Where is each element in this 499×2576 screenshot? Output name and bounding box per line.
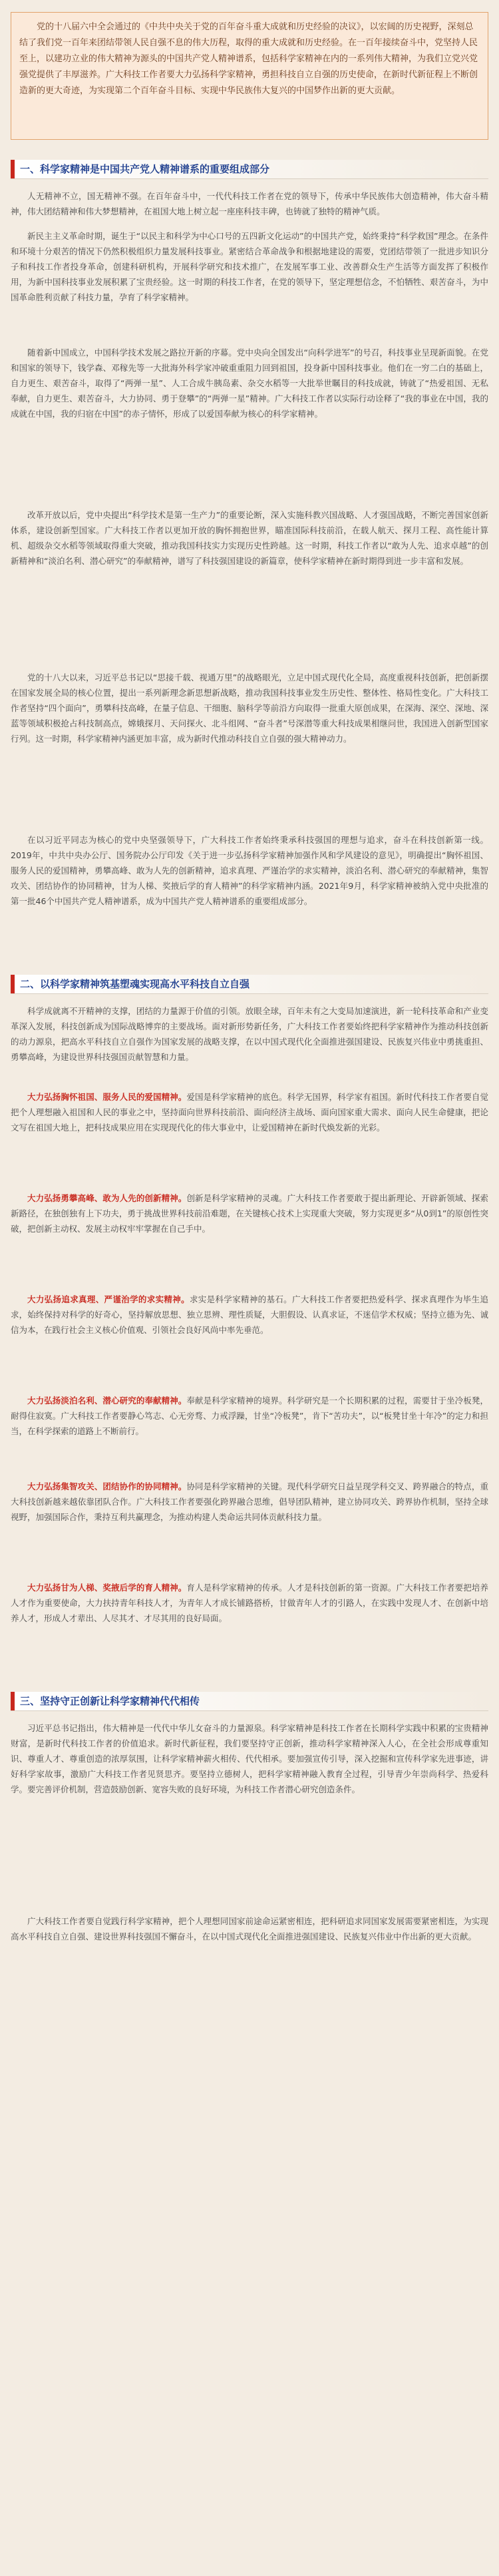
intro-box: 党的十八届六中全会通过的《中共中央关于党的百年奋斗重大成就和历史经验的决议》，以宏阔的历史视野，深刻总结了我们党一百年来团结带领人民自强不息的伟大历程，取得的重大成就和历史经验。在一百年接续奋斗中，党坚持人民至上，以建功立业的伟大精神为源头的中国共产党人精神谱系，包括科学家精神在内的一系列伟大精神，为我们立党兴党强党提供了丰厚滋养。广大科技工作者要大力弘扬科学家精神，勇担科技自立自强的历史使命，在新时代新征程上不断创造新的更大奇迹，为实现第二个百年奋斗目标、实现中华民族伟大复兴的中国梦作出新的更大贡献。 (11, 12, 488, 140)
heading-accent-bar (11, 160, 15, 178)
section-2-paragraph (11, 1580, 488, 1672)
section-1-paragraph: 新民主主义革命时期，诞生于“以民主和科学为中心口号的五四新文化运动”的中国共产党，始终秉持“科学救国”理念。在条件和环境十分艰苦的情况下仍然积极组织力量发展科技事业。紧密结合革命战争和根据地建设的需要，党团结带领了一批进步知识分子和科技工作者投身革命，创建科研机构，开展科学研究和技术推广，在发展军事工业、改善群众生产生活等方面发挥了积极作用，为新中国科技事业发展积累了宝贵经验。这一时期的科技工作者，在党的领导下，坚定理想信念，不怕牺牲、艰苦奋斗，为中国革命胜利贡献了科技力量，孕育了科学家精神。 (11, 231, 488, 302)
section-2-paragraph (11, 1190, 488, 1282)
paragraph-body: 协同是科学家精神的关键。现代科学研究日益呈现学科交叉、跨界融合的特点，重大科技创新越来越依靠团队合作。广大科技工作者要强化跨界融合思维，倡导团队精神，建立协同攻关、跨界协作机制，坚持全球视野，加强国际合作，秉持互利共赢理念，为推动构建人类命运共同体贡献科技力量。 (11, 1481, 488, 1522)
paragraph-body: 奉献是科学家精神的境界。科学研究是一个长期积累的过程，需要甘于坐冷板凳，耐得住寂寞。广大科技工作者要静心笃志、心无旁骛、力戒浮躁，甘坐“冷板凳”，肯下“苦功夫”，以“板凳甘坐十年冷”的定力和担当，在科学探索的道路上不断前行。 (11, 1396, 488, 1436)
section-heading-1 (11, 160, 488, 179)
heading-accent-bar (11, 975, 15, 993)
paragraph-lead: 大力弘扬追求真理、严谨治学的求实精神。 (27, 1294, 190, 1304)
section-2-paragraph (11, 1393, 488, 1469)
section-1-paragraph: 随着新中国成立，中国科学技术发展之路拉开新的序幕。党中央向全国发出“向科学进军”的号召，科技事业呈现新面貌。在党和国家的领导下，钱学森、邓稼先等一大批海外科学家冲破重重阻力回到祖国，投身新中国科技事业。他们在一穷二白的基础上，自力更生、艰苦奋斗，取得了“两弹一星”、人工合成牛胰岛素、杂交水稻等一大批举世瞩目的科技成就，铸就了“热爱祖国、无私奉献，自力更生、艰苦奋斗，大力协同、勇于登攀”的“两弹一星”精神。广大科技工作者以实际行动诠释了“我的事业在中国，我的成就在中国，我的归宿在中国”的赤子情怀，形成了以爱国奉献为核心的科学家精神。 (11, 348, 488, 419)
paragraph-lead: 大力弘扬淡泊名利、潜心研究的奉献精神。 (27, 1396, 187, 1406)
section-1-paragraph: 人无精神不立，国无精神不强。在百年奋斗中，一代代科技工作者在党的领导下，传承中华民族伟大创造精神，伟大奋斗精神，伟大团结精神和伟大梦想精神，在祖国大地上树立起一座座科技丰碑，也铸就了独特的精神气质。 (11, 191, 488, 216)
section-2-paragraph (11, 1292, 488, 1384)
paragraph-body: 求实是科学家精神的基石。广大科技工作者要把热爱科学、探求真理作为毕生追求，始终保持对科学的好奇心，坚持解放思想、独立思辨、理性质疑，大胆假设、认真求证，不迷信学术权威；坚持立德为先、诚信为本，在践行社会主义核心价值观、引领社会良好风尚中率先垂范。 (11, 1294, 488, 1335)
section-title-3: 三、坚持守正创新让科学家精神代代相传 (20, 1695, 200, 1707)
section-title-2: 二、以科学家精神筑基塑魂实现高水平科技自立自强 (20, 978, 250, 990)
section-heading-2 (11, 975, 488, 994)
paragraph-body: 科学成就离不开精神的支撑，团结的力量源于价值的引领。放眼全球，百年未有之大变局加速演进，新一轮科技革命和产业变革深入发展，科技创新成为国际战略博弈的主要战场。面对新形势新任务，广大科技工作者要始终把科学家精神作为推动科技创新的动力源泉，把高水平科技自立自强作为国家发展的战略支撑，在以中国式现代化全面推进强国建设、民族复兴伟业中勇挑重担、勇攀高峰，为建设世界科技强国贡献智慧和力量。 (11, 1006, 488, 1062)
paragraph-lead: 大力弘扬胸怀祖国、服务人民的爱国精神。 (27, 1092, 187, 1102)
heading-accent-bar (11, 1692, 15, 1710)
section-2-paragraph (11, 1089, 488, 1181)
paragraph-lead: 大力弘扬甘为人梯、奖掖后学的育人精神。 (27, 1583, 187, 1593)
section-1-paragraph: 党的十八大以来，习近平总书记以“思接千载、视通万里”的战略眼光，立足中国式现代化全局，高度重视科技创新，把创新摆在国家发展全局的核心位置，提出一系列新理念新思想新战略，推动我国科技事业发生历史性、整体性、格局性变化。广大科技工作者坚持“四个面向”，勇攀科技高峰，在量子信息、干细胞、脑科学等前沿方向取得一批重大原创成果，在深海、深空、深地、深蓝等领域积极抢占科技制高点，嫦娥探月、天问探火、北斗组网、“奋斗者”号深潜等重大科技成果相继问世，我国进入创新型国家行列。这一时期，科学家精神内涵更加丰富，成为新时代推动科技自立自强的强大精神动力。 (11, 672, 488, 744)
section-3-paragraph: 广大科技工作者要自觉践行科学家精神，把个人理想同国家前途命运紧密相连，把科研追求同国家发展需要紧密相连，为实现高水平科技自立自强、建设世界科技强国不懈奋斗，在以中国式现代化全面推进强国建设、民族复兴伟业中作出新的更大贡献。 (11, 1916, 488, 1941)
paragraph-body: 育人是科学家精神的传承。人才是科技创新的第一资源。广大科技工作者要把培养人才作为重要使命，大力扶持青年科技人才，为青年人才成长铺路搭桥，甘做青年人才的引路人，在实践中发现人才、在创新中培养人才，形成人才辈出、人尽其才、才尽其用的良好局面。 (11, 1583, 488, 1623)
section-1-paragraph: 改革开放以后，党中央提出“科学技术是第一生产力”的重要论断，深入实施科教兴国战略、人才强国战略，不断完善国家创新体系，建设创新型国家。广大科技工作者以更加开放的胸怀拥抱世界，瞄准国际科技前沿，在载人航天、探月工程、高性能计算机、超级杂交水稻等领域取得重大突破，推动我国科技实力实现历史性跨越。这一时期，科技工作者以“敢为人先、追求卓越”的创新精神和“淡泊名利、潜心研究”的奉献精神，谱写了科技强国建设的新篇章，使科学家精神在新时期得到进一步丰富和发展。 (11, 510, 488, 566)
section-title-1: 一、科学家精神是中国共产党人精神谱系的重要组成部分 (20, 163, 270, 175)
section-3-paragraph: 习近平总书记指出，伟大精神是一代代中华儿女奋斗的力量源泉。科学家精神是科技工作者在长期科学实践中积累的宝贵精神财富，是新时代科技工作者的价值追求。新时代新征程，我们要坚持守正创新，推动科学家精神深入人心，在全社会形成尊重知识、尊重人才、尊重创造的浓厚氛围，让科学家精神薪火相传、代代相承。要加强宣传引导，深入挖掘和宣传科学家先进事迹，讲好科学家故事，激励广大科技工作者见贤思齐。要坚持立德树人，把科学家精神融入教育全过程，引导青少年崇尚科学、热爱科学。要完善评价机制，营造鼓励创新、宽容失败的良好环境，为科技工作者潜心研究创造条件。 (11, 1723, 488, 1794)
section-1-paragraph: 在以习近平同志为核心的党中央坚强领导下，广大科技工作者始终秉承科技强国的理想与追求，奋斗在科技创新第一线。2019年，中共中央办公厅、国务院办公厅印发《关于进一步弘扬科学家精神加强作风和学风建设的意见》，明确提出“胸怀祖国、服务人民的爱国精神，勇攀高峰、敢为人先的创新精神，追求真理、严谨治学的求实精神，淡泊名利、潜心研究的奉献精神，集智攻关、团结协作的协同精神，甘为人梯、奖掖后学的育人精神”的科学家精神内涵。2021年9月，科学家精神被纳入党中央批准的第一批46个中国共产党人精神谱系，成为中国共产党人精神谱系的重要组成部分。 (11, 835, 488, 906)
section-2-paragraph (11, 1479, 488, 1571)
section-2-paragraph (11, 1003, 488, 1080)
paragraph-body: 爱国是科学家精神的底色。科学无国界，科学家有祖国。新时代科技工作者要自觉把个人理想融入祖国和人民的事业之中，坚持面向世界科技前沿、面向经济主战场、面向国家重大需求、面向人民生命健康，把论文写在祖国大地上，把科技成果应用在实现现代化的伟大事业中，让爱国精神在新时代焕发新的光彩。 (11, 1092, 488, 1133)
section-heading-3 (11, 1692, 488, 1711)
paragraph-lead: 大力弘扬集智攻关、团结协作的协同精神。 (27, 1481, 187, 1491)
paragraph-lead: 大力弘扬勇攀高峰、敢为人先的创新精神。 (27, 1193, 187, 1203)
paragraph-body: 创新是科学家精神的灵魂。广大科技工作者要敢于提出新理论、开辟新领域、探索新路径，在独创独有上下功夫，勇于挑战世界科技前沿难题，在关键核心技术上实现重大突破，努力实现更多“从0到1”的原创性突破，把创新主动权、发展主动权牢牢掌握在自己手中。 (11, 1193, 488, 1234)
